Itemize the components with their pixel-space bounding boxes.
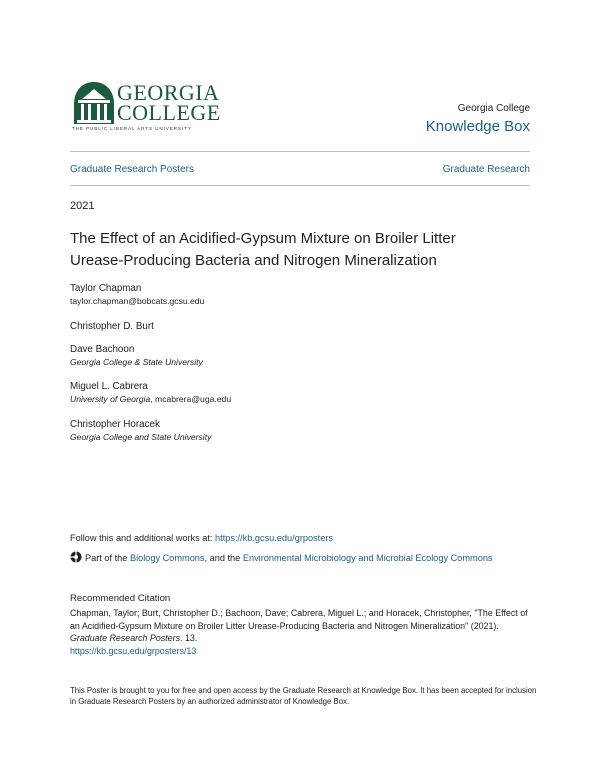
citation-heading: Recommended Citation xyxy=(70,593,171,604)
follow-prefix: Follow this and additional works at: xyxy=(70,533,216,543)
author-name: Christopher Horacek xyxy=(70,419,160,430)
citation-text: Chapman, Taylor; Burt, Christopher D.; Bachoon, Dave; Cabrera, Miguel L.; and Horacek, Christopher, "The Effect of an Acidified-Gypsum Mixture on Broiler Litter Urease-Producing Bacteria and Nitrogen Mineralization" (2021). xyxy=(70,608,528,631)
author-name: Dave Bachoon xyxy=(70,344,135,355)
repository-header xyxy=(426,103,530,135)
biology-commons-link[interactable]: Biology Commons xyxy=(129,553,205,563)
citation-url-link[interactable]: https://kb.gcsu.edu/grposters/13 xyxy=(70,645,197,656)
repository-link[interactable]: Knowledge Box xyxy=(425,118,530,135)
citation-number: . 13. xyxy=(180,633,198,643)
author-name: Miguel L. Cabrera xyxy=(70,381,148,392)
author-email[interactable]: taylor.chapman@bobcats.gcsu.edu xyxy=(70,296,205,306)
author-block xyxy=(70,282,204,308)
author-name: Christopher D. Burt xyxy=(70,321,154,332)
author-email[interactable]: mcabrera@uga.edu xyxy=(155,394,232,404)
part-of-middle: , and the xyxy=(204,553,243,563)
author-block xyxy=(70,380,231,406)
author-block xyxy=(70,418,211,444)
footer-notice: This Poster is brought to you for free and open access by the Graduate Research at Knowledge Box. It has been accepted for inclusion in Graduate Research Posters by an authorized administrator of Knowledge Box. xyxy=(70,686,537,706)
logo-word-georgia: GEORGIA xyxy=(117,80,220,105)
document-title xyxy=(70,228,540,272)
author-separator: , xyxy=(150,394,156,404)
follow-url-link[interactable]: https://kb.gcsu.edu/grposters xyxy=(215,533,334,543)
author-block xyxy=(70,343,203,369)
citation-body xyxy=(70,607,535,657)
series-divider xyxy=(70,185,530,186)
title-line-1: The Effect of an Acidified-Gypsum Mixture on Broiler Litter xyxy=(70,230,456,247)
part-of-line xyxy=(70,551,493,565)
series-link-posters[interactable]: Graduate Research Posters xyxy=(70,164,194,175)
part-of-prefix: Part of the xyxy=(85,553,130,563)
author-affiliation: Georgia College & State University xyxy=(70,357,203,367)
network-commons-icon xyxy=(70,551,82,565)
author-affiliation: Georgia College and State University xyxy=(70,432,212,442)
institution-name: Georgia College xyxy=(457,103,530,114)
logo-word-college: COLLEGE xyxy=(117,100,221,125)
title-line-2: Urease-Producing Bacteria and Nitrogen Mineralization xyxy=(70,252,437,269)
microbiology-commons-link[interactable]: Environmental Microbiology and Microbial Ecology Commons xyxy=(242,553,493,563)
citation-series: Graduate Research Posters xyxy=(70,633,181,643)
follow-line xyxy=(70,533,333,543)
series-link-graduate-research[interactable]: Graduate Research xyxy=(442,164,530,175)
publication-year: 2021 xyxy=(70,200,95,212)
author-block xyxy=(70,320,154,333)
college-logo xyxy=(72,78,234,138)
college-building-icon xyxy=(72,80,116,126)
author-name: Taylor Chapman xyxy=(70,283,142,294)
header-divider xyxy=(70,151,530,152)
author-affiliation: University of Georgia xyxy=(70,394,151,404)
logo-tagline: THE PUBLIC LIBERAL ARTS UNIVERSITY xyxy=(72,126,192,131)
